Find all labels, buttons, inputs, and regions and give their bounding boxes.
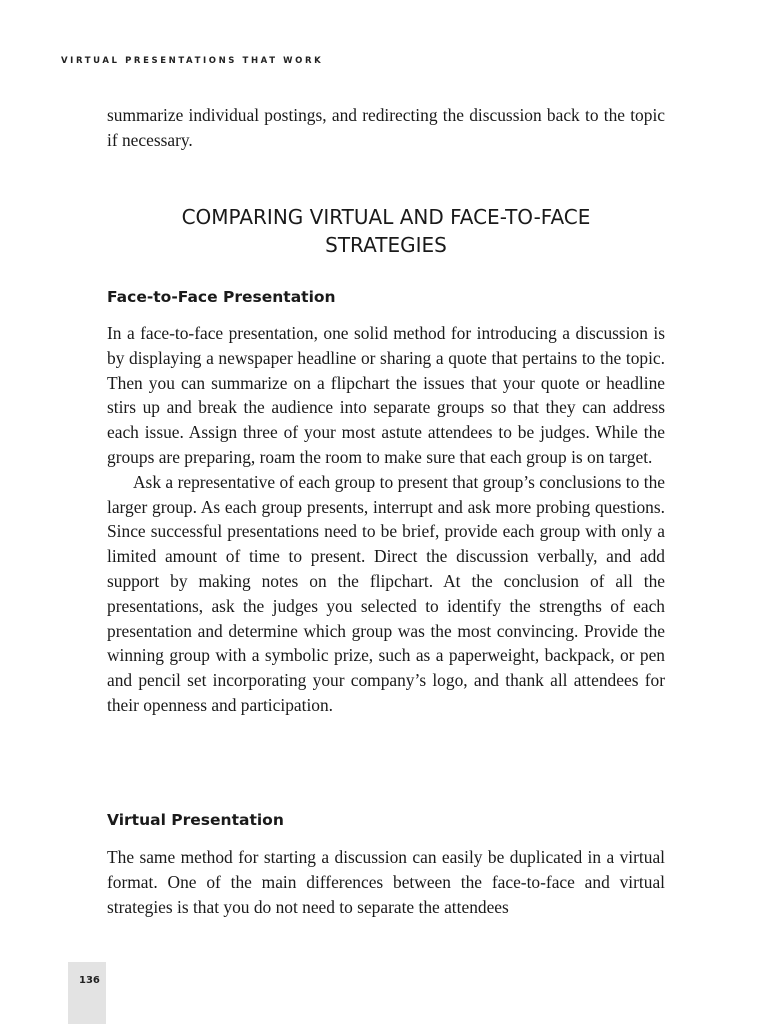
face-to-face-body <box>107 321 665 718</box>
face-to-face-heading: Face-to-Face Presentation <box>107 288 336 306</box>
section-heading-line-1: COMPARING VIRTUAL AND FACE-TO-FACE <box>181 205 591 229</box>
intro-paragraph-block <box>107 103 665 153</box>
face-to-face-paragraph-1: In a face-to-face presentation, one solid method for introducing a discussion is by displaying a newspaper headline or sharing a quote that pertains to the topic. Then you can summarize on a flipchart the issues that your quote or headline stirs up and break the audience into separate groups so that they can address each issue. Assign three of your most astute attendees to be judges. While the groups are preparing, roam the room to make sure that each group is on target. <box>107 323 665 467</box>
virtual-body <box>107 845 665 919</box>
virtual-heading: Virtual Presentation <box>107 811 284 829</box>
page-number: 136 <box>79 975 100 986</box>
intro-paragraph: summarize individual postings, and redirecting the discussion back to the topic if necessary. <box>107 105 665 150</box>
section-heading <box>107 203 665 259</box>
face-to-face-paragraph-2: Ask a representative of each group to present that group’s conclusions to the larger group. As each group presents, interrupt and ask more probing questions. Since successful presentations need to be brief, provide each group with only a limited amount of time to present. Direct the discussion verbally, and add support by making notes on the flipchart. At the conclusion of all the presentations, ask the judges you selected to identify the strengths of each presentation and determine which group was the most convincing. Provide the winning group with a symbolic prize, such as a paperweight, backpack, or pen and pencil set incorporating your company’s logo, and thank all attendees for their openness and participation. <box>107 471 665 715</box>
running-head: VIRTUAL PRESENTATIONS THAT WORK <box>61 56 324 66</box>
page-number-tab <box>68 962 106 1024</box>
section-heading-line-2: STRATEGIES <box>325 233 447 257</box>
virtual-paragraph-1: The same method for starting a discussion can easily be duplicated in a virtual format. One of the main differences between the face-to-face and virtual strategies is that you do not need to separate the attendees <box>107 847 665 917</box>
